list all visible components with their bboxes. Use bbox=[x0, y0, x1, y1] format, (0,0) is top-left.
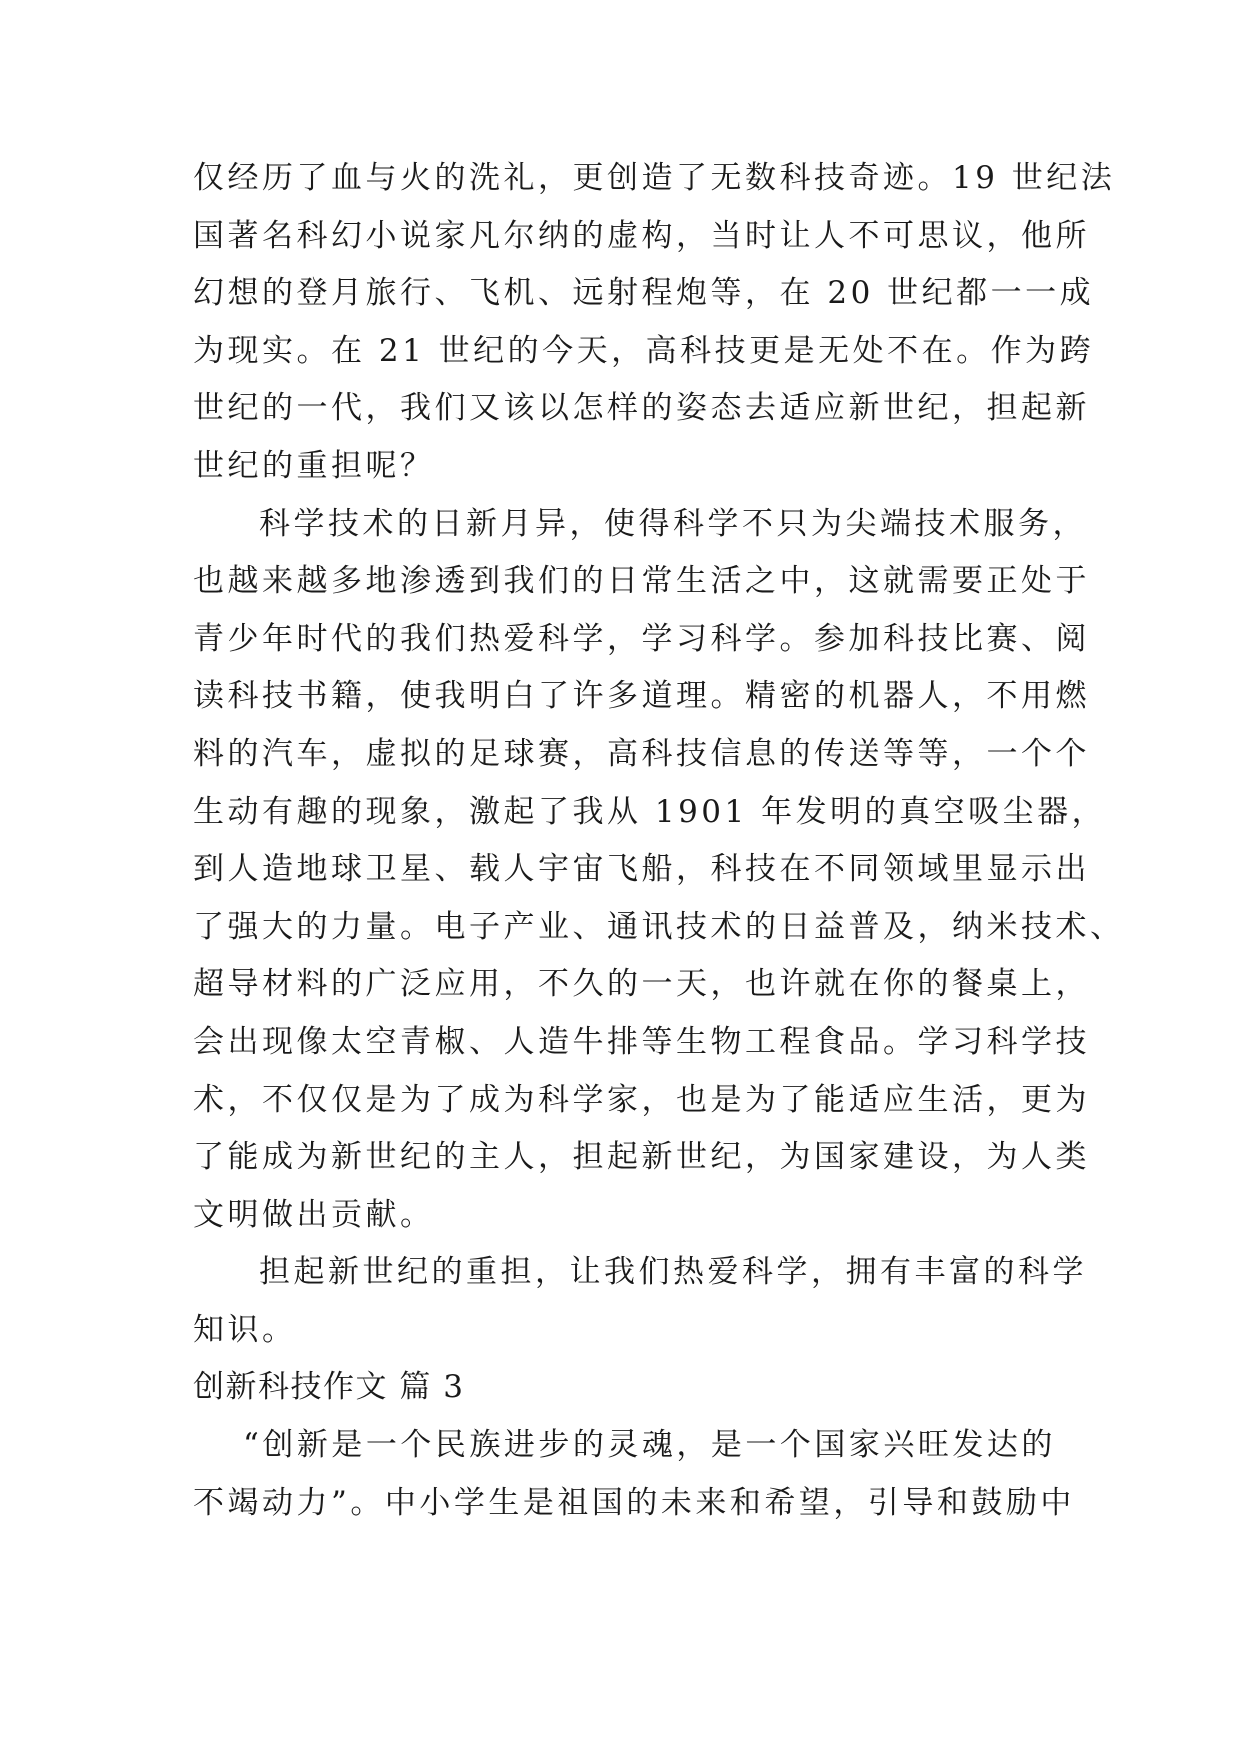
paragraph-3-line: 担起新世纪的重担，让我们热爱科学，拥有丰富的科学 bbox=[259, 1254, 1087, 1291]
paragraph-4-line: 不竭动力”。中小学生是祖国的未来和希望，引导和鼓励中 bbox=[193, 1484, 1075, 1521]
paragraph-2-line: 了能成为新世纪的主人，担起新世纪，为国家建设，为人类 bbox=[193, 1139, 1090, 1176]
paragraph-2-line: 也越来越多地渗透到我们的日常生活之中，这就需要正处于 bbox=[193, 563, 1090, 600]
paragraph-2-line: 科学技术的日新月异，使得科学不只为尖端技术服务， bbox=[259, 505, 1087, 542]
paragraph-2-line: 会出现像太空青椒、人造牛排等生物工程食品。学习科学技 bbox=[193, 1023, 1090, 1060]
paragraph-2-line: 青少年时代的我们热爱科学，学习科学。参加科技比赛、阅 bbox=[193, 620, 1090, 657]
paragraph-1-line: 世纪的重担呢？ bbox=[193, 447, 435, 484]
paragraph-1-line: 国著名科幻小说家凡尔纳的虚构，当时让人不可思议，他所 bbox=[193, 217, 1090, 254]
paragraph-1-line: 为现实。在 21 世纪的今天，高科技更是无处不在。作为跨 bbox=[193, 332, 1095, 369]
paragraph-4-line: “创新是一个民族进步的灵魂，是一个国家兴旺发达的 bbox=[243, 1427, 1056, 1464]
document-body bbox=[193, 150, 1125, 1532]
paragraph-2-line: 读科技书籍，使我明白了许多道理。精密的机器人，不用燃 bbox=[193, 678, 1090, 715]
paragraph-2-line: 超导材料的广泛应用，不久的一天，也许就在你的餐桌上， bbox=[193, 966, 1090, 1003]
section-heading: 创新科技作文 篇 3 bbox=[193, 1369, 465, 1406]
paragraph-1-line: 幻想的登月旅行、飞机、远射程炮等，在 20 世纪都一一成 bbox=[193, 275, 1095, 312]
paragraph-2-line: 料的汽车，虚拟的足球赛，高科技信息的传送等等，一个个 bbox=[193, 735, 1090, 772]
paragraph-1-line: 仅经历了血与火的洗礼，更创造了无数科技奇迹。19 世纪法 bbox=[193, 160, 1116, 196]
paragraph-1-line: 世纪的一代，我们又该以怎样的姿态去适应新世纪，担起新 bbox=[193, 390, 1090, 427]
paragraph-2-line: 到人造地球卫星、载人宇宙飞船，科技在不同领域里显示出 bbox=[193, 851, 1090, 888]
paragraph-3-line: 知识。 bbox=[193, 1311, 297, 1348]
paragraph-2-line: 了强大的力量。电子产业、通讯技术的日益普及，纳米技术、 bbox=[193, 908, 1125, 945]
paragraph-2-line: 文明做出贡献。 bbox=[193, 1196, 435, 1233]
paragraph-2-line: 术，不仅仅是为了成为科学家，也是为了能适应生活，更为 bbox=[193, 1081, 1090, 1118]
paragraph-2-line: 生动有趣的现象，激起了我从 1901 年发明的真空吸尘器， bbox=[193, 793, 1107, 830]
